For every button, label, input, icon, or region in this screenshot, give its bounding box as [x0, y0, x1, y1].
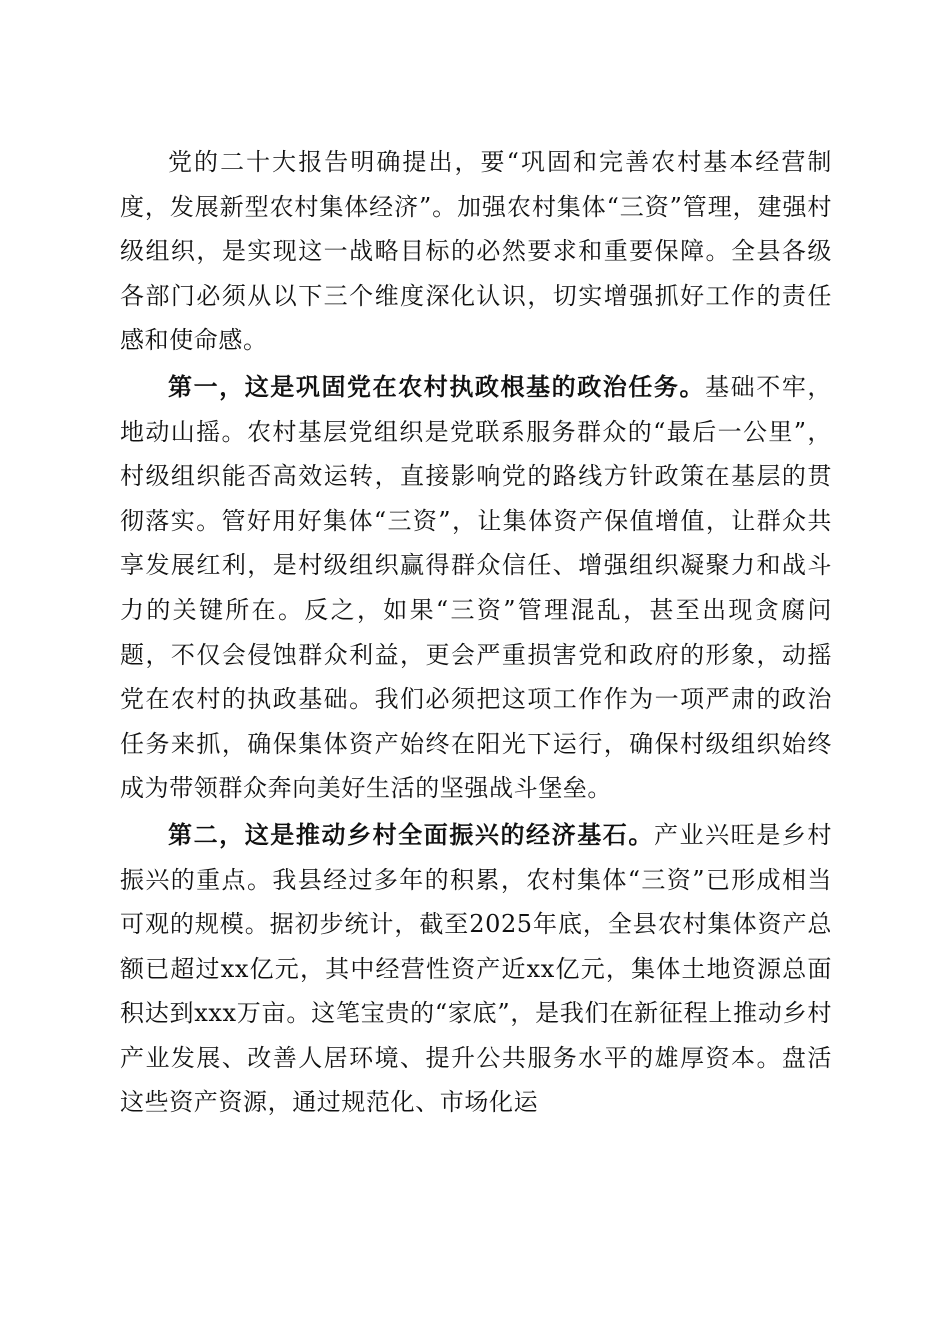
paragraph-text: 党的二十大报告明确提出，要“巩固和完善农村基本经营制度，发展新型农村集体经济”。加强农村集体“三资”管理，建强村级组织，是实现这一战略目标的必然要求和重要保障。全县各级各部门必须从以下三个维度深化认识，切实增强抓好工作的责任感和使命感。 [120, 148, 832, 355]
paragraph-lead: 第一，这是巩固党在农村执政根基的政治任务。 [168, 371, 706, 401]
paragraph-text: 产业兴旺是乡村振兴的重点。我县经过多年的积累，农村集体“三资”已形成相当可观的规模。据初步统计，截至2025年底，全县农村集体资产总额已超过xx亿元，其中经营性资产近xx亿元，集体土地资源总面积达到xxx万亩。这笔宝贵的“家底”，是我们在新征程上推动乡村产业发展、改善人居环境、提升公共服务水平的雄厚资本。盘活这些资产资源，通过规范化、市场化运 [120, 820, 832, 1117]
paragraph-first-point [120, 365, 832, 811]
paragraph-lead: 第二，这是推动乡村全面振兴的经济基石。 [168, 819, 654, 849]
paragraph-intro [120, 140, 832, 363]
document-body [120, 140, 832, 1125]
paragraph-second-point [120, 813, 832, 1125]
paragraph-text: 基础不牢，地动山摇。农村基层党组织是党联系服务群众的“最后一公里”，村级组织能否高效运转，直接影响党的路线方针政策在基层的贯彻落实。管好用好集体“三资”，让集体资产保值增值，让群众共享发展红利，是村级组织赢得群众信任、增强组织凝聚力和战斗力的关键所在。反之，如果“三资”管理混乱，甚至出现贪腐问题，不仅会侵蚀群众利益，更会严重损害党和政府的形象，动摇党在农村的执政基础。我们必须把这项工作作为一项严肃的政治任务来抓，确保集体资产始终在阳光下运行，确保村级组织始终成为带领群众奔向美好生活的坚强战斗堡垒。 [120, 372, 832, 803]
